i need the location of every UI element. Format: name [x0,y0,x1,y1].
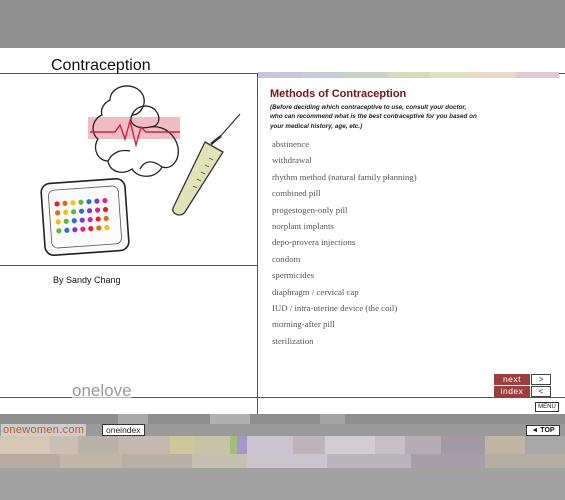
divider-vertical [257,73,258,414]
method-link[interactable]: combined pill [272,188,321,199]
next-arrow-button[interactable]: > [531,374,551,385]
menu-button[interactable]: MENU [535,402,559,412]
syringe-icon [165,112,245,220]
methods-heading: Methods of Contraception [270,88,407,100]
onelove-link[interactable]: onelove [72,381,132,400]
top-button[interactable]: ◄ TOP [526,425,560,436]
divider-left-middle [0,265,257,266]
color-strip-segment [430,72,473,78]
author-byline: By Sandy Chang [53,275,121,285]
method-link[interactable]: IUD / intra-uterine device (the coil) [272,302,398,313]
methods-list [272,136,417,349]
oneindex-link[interactable]: oneindex [102,424,145,436]
method-link[interactable]: sterilization [272,335,314,346]
method-link[interactable]: diaphragm / cervical cap [272,286,359,297]
method-link[interactable]: withdrawal [272,155,312,166]
color-strip-segment [301,72,344,78]
color-strip-segment [387,72,430,78]
method-link[interactable]: rhythm method (natural family planning) [272,171,417,182]
site-logo[interactable]: onewomen.com [3,424,85,436]
method-link[interactable]: abstinence [272,139,310,149]
color-strip [258,72,559,78]
color-strip-segment [258,72,301,78]
color-strip-segment [344,72,387,78]
method-link[interactable]: morning-after pill [272,319,335,330]
index-arrow-button[interactable]: < [531,386,551,397]
method-link[interactable]: spermicides [272,270,315,281]
method-link[interactable]: progestogen-only pill [272,204,348,215]
method-link[interactable]: condom [272,253,301,264]
method-link[interactable]: depo-provera injections [272,237,356,248]
index-button[interactable]: index [494,386,530,397]
methods-note: (Before deciding which contraceptive to use, consult your doctor, who can recommend what is the best contraceptive for you based on your medical history, age, etc.) [270,104,477,130]
color-strip-segment [473,72,516,78]
page-title: Contraception [51,57,151,74]
pill-pack-icon [40,178,132,258]
color-strip-segment [516,72,559,78]
method-link[interactable]: norplant implants [272,220,334,231]
next-button[interactable]: next [494,374,530,385]
